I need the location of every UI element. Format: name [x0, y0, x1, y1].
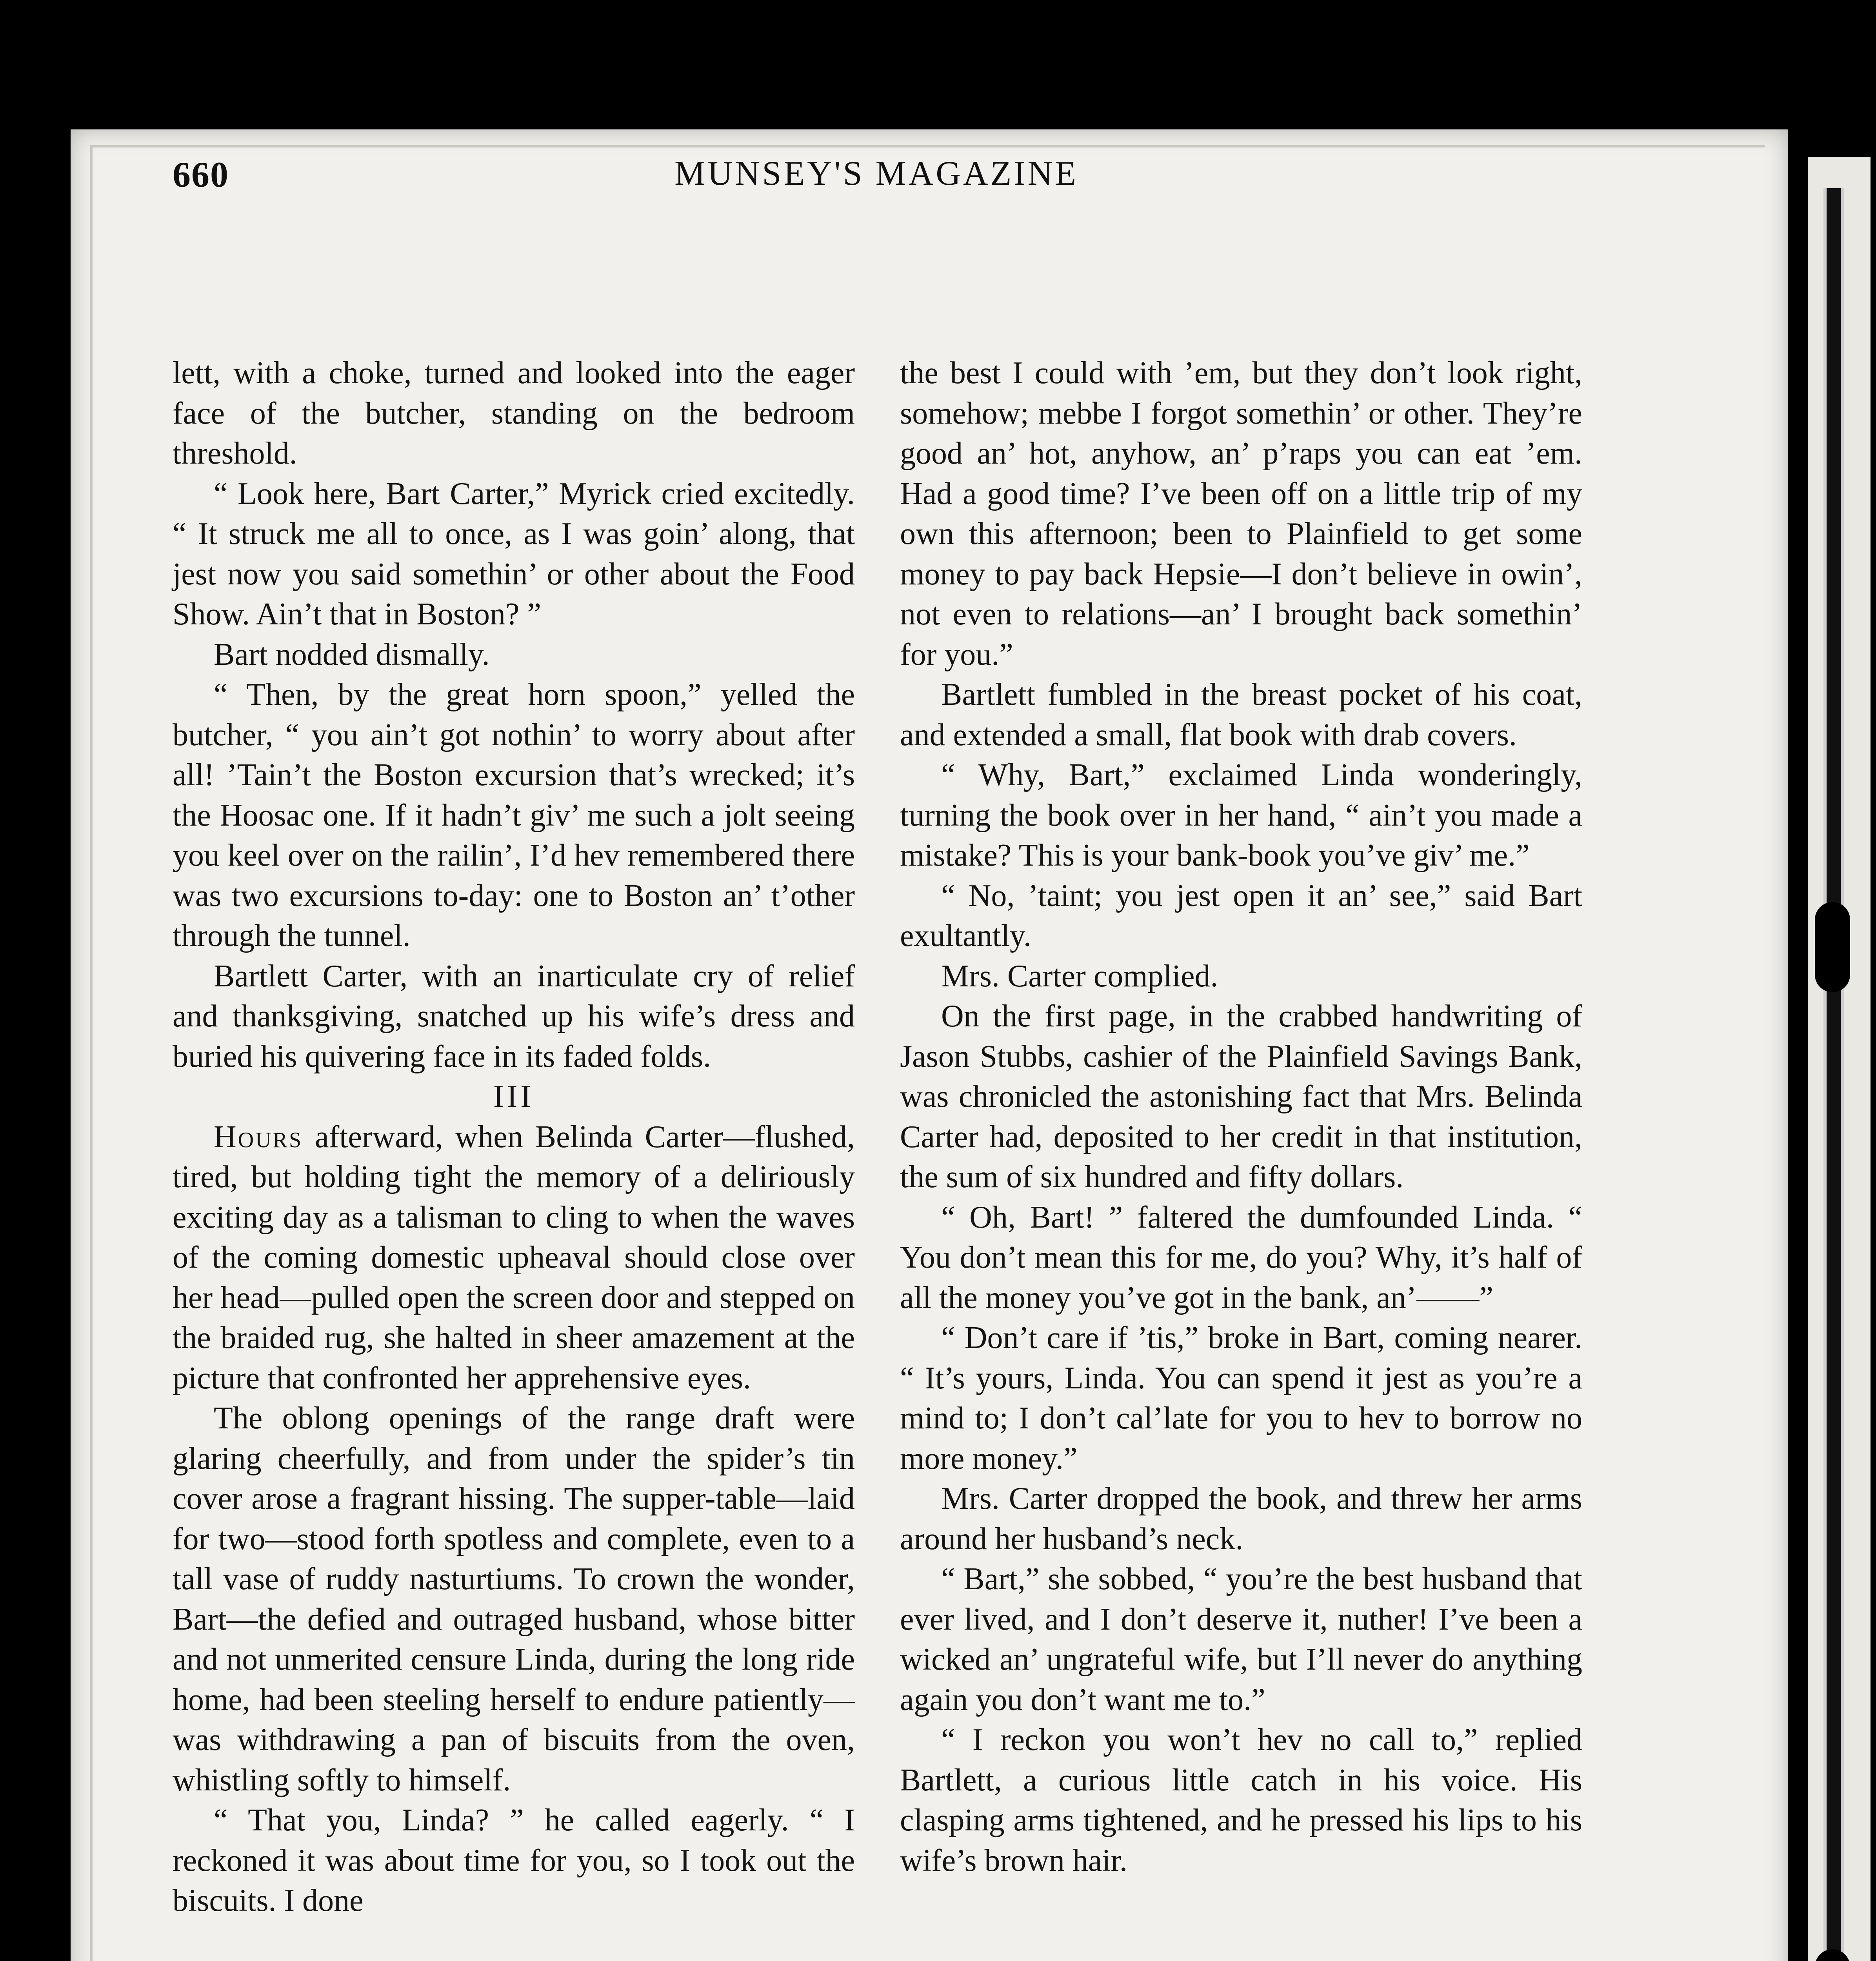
- paragraph: “ Why, Bart,” exclaimed Linda wonderingly, turning the book over in her hand, “ ain’t you made a mistake? This is your bank-book you’ve giv’ me.”: [900, 758, 1582, 873]
- left-column: [173, 353, 855, 1921]
- paragraph: lett, with a choke, turned and looked into the eager face of the butcher, standing on the bedroom threshold.: [173, 356, 855, 471]
- paragraph: The oblong openings of the range draft were glaring cheerfully, and from under the spider’s tin cover arose a fragrant hissing. The supper-table—laid for two—stood forth spotless and complete, even to a tall vase of ruddy nasturtiums. To crown the wonder, Bart—the defied and outraged husband, whose bitter and not unmerited censure Linda, during the long ride home, had been steeling herself to endure patiently—was withdrawing a pan of biscuits from the oven, whistling softly to himself.: [173, 1401, 855, 1797]
- binding-rail: [1823, 188, 1844, 1961]
- paragraph: Bart nodded dismally.: [214, 637, 490, 672]
- paragraph: Bartlett Carter, with an inarticulate cry of relief and thanksgiving, snatched up his wife’s dress and buried his quivering face in its faded folds.: [173, 959, 855, 1074]
- paragraph: “ Oh, Bart! ” faltered the dumfounded Linda. “ You don’t mean this for me, do you? Why, it’s half of all the money you’ve got in the bank, an’——”: [900, 1200, 1582, 1315]
- binding-clip: [1815, 902, 1850, 992]
- page-number: 660: [173, 155, 229, 195]
- paragraph-lead-word: Hours: [214, 1119, 303, 1154]
- paragraph: “ Bart,” she sobbed, “ you’re the best husband that ever lived, and I don’t deserve it, nuther! I’ve been a wicked an’ ungrateful wife, but I’ll never do anything again you don’t want me to.”: [900, 1562, 1582, 1717]
- paragraph: the best I could with ’em, but they don’t look right, somehow; mebbe I forgot somethin’ or other. They’re good an’ hot, anyhow, an’ p’raps you can eat ’em. Had a good time? I’ve been off on a little trip of my own this afternoon; been to Plainfield to get some money to pay back Hepsie—I don’t believe in owin’, not even to relations—an’ I brought back somethin’ for you.”: [900, 356, 1582, 672]
- binding-strip: [1804, 157, 1871, 1961]
- paragraph: Mrs. Carter complied.: [941, 959, 1218, 993]
- right-column: [900, 353, 1582, 1881]
- paragraph: “ That you, Linda? ” he called eagerly. “ I reckoned it was about time for you, so I took out the biscuits. I done: [173, 1803, 855, 1918]
- page-header: [173, 154, 1580, 197]
- paragraph: Mrs. Carter dropped the book, and threw her arms around her husband’s neck.: [900, 1481, 1582, 1556]
- binding-clip: [1815, 1949, 1850, 1961]
- paragraph: “ Don’t care if ’tis,” broke in Bart, coming nearer. “ It’s yours, Linda. You can spend it jest as you’re a mind to; I don’t cal’late for you to hev to borrow no more money.”: [900, 1321, 1582, 1476]
- paragraph: “ Look here, Bart Carter,” Myrick cried excitedly. “ It struck me all to once, as I was goin’ along, that jest now you said somethin’ or other about the Food Show. Ain’t that in Boston? ”: [173, 476, 855, 631]
- paragraph: On the first page, in the crabbed handwriting of Jason Stubbs, cashier of the Plainfield Savings Bank, was chronicled the astonishing fact that Mrs. Belinda Carter had, deposited to her credit in that institution, the sum of six hundred and fifty dollars.: [900, 999, 1582, 1194]
- paragraph: Bartlett fumbled in the breast pocket of his coat, and extended a small, flat book with drab covers.: [900, 677, 1582, 752]
- paragraph: “ Then, by the great horn spoon,” yelled the butcher, “ you ain’t got nothin’ to worry about after all! ’Tain’t the Boston excursion that’s wrecked; it’s the Hoosac one. If it hadn’t giv’ me such a jolt seeing you keel over on the railin’, I’d hev remembered there was two excursions to-day: one to Boston an’ t’other through the tunnel.: [173, 677, 855, 953]
- paragraph: “ No, ’taint; you jest open it an’ see,” said Bart exultantly.: [900, 878, 1582, 953]
- running-title: MUNSEY'S MAGAZINE: [674, 155, 1078, 193]
- section-number: III: [493, 1079, 534, 1114]
- paragraph: [173, 1117, 855, 1399]
- paragraph: “ I reckon you won’t hev no call to,” replied Bartlett, a curious little catch in his voice. His clasping arms tightened, and he pressed his lips to his wife’s brown hair.: [900, 1723, 1582, 1878]
- paragraph-text: afterward, when Belinda Carter—flushed, tired, but holding tight the memory of a deliriously exciting day as a talisman to cling to when the waves of the coming domestic upheaval should close over her head—pulled open the screen door and stepped on the braided rug, she halted in sheer amazement at the picture that confronted her apprehensive eyes.: [173, 1119, 855, 1395]
- body-columns: [173, 353, 1580, 1961]
